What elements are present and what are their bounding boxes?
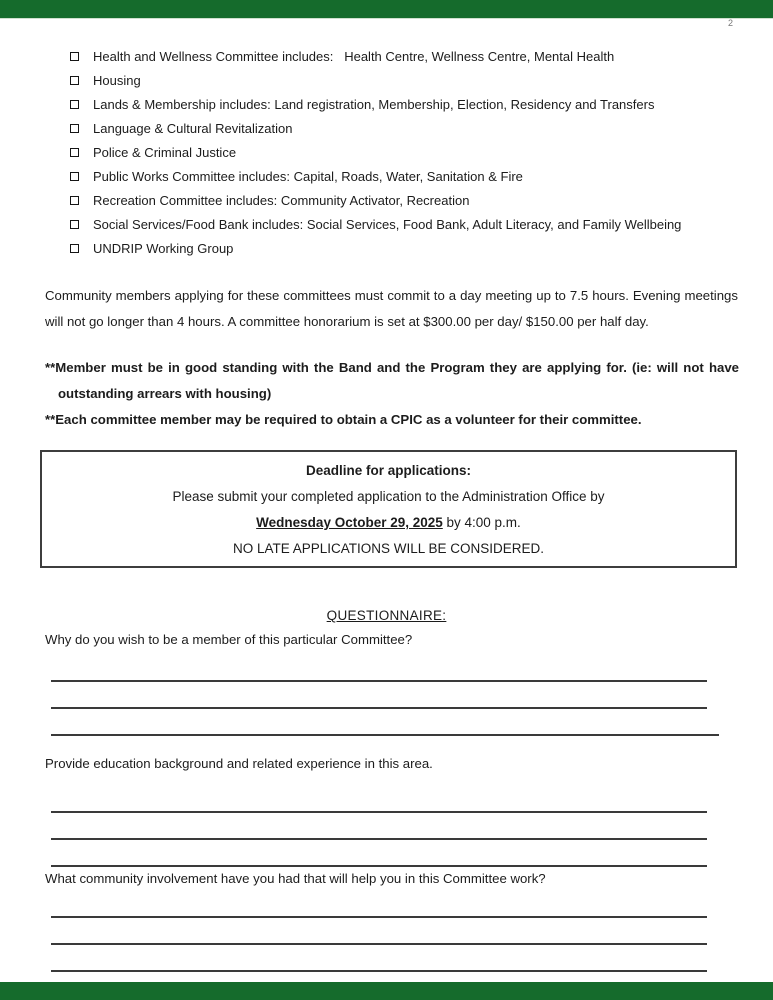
committee-option-label: Police & Criminal Justice bbox=[93, 144, 237, 160]
answer-line[interactable] bbox=[51, 707, 707, 709]
question-education-background bbox=[45, 755, 738, 867]
question-why-member bbox=[45, 631, 738, 736]
answer-line[interactable] bbox=[51, 838, 707, 840]
committee-option-recreation bbox=[70, 188, 740, 212]
checkbox-icon[interactable] bbox=[70, 220, 79, 229]
note-cpic: **Each committee member may be required to obtain a CPIC as a volunteer for their committee. bbox=[45, 412, 642, 427]
deadline-date: Wednesday October 29, 2025 bbox=[256, 515, 443, 530]
deadline-instruction: Please submit your completed application to the Administration Office by bbox=[172, 489, 605, 504]
checkbox-icon[interactable] bbox=[70, 148, 79, 157]
committee-option-housing bbox=[70, 68, 740, 92]
checkbox-icon[interactable] bbox=[70, 76, 79, 85]
answer-line[interactable] bbox=[51, 680, 707, 682]
answer-line[interactable] bbox=[51, 916, 707, 918]
questionnaire-heading: QUESTIONNAIRE: bbox=[326, 608, 447, 623]
committee-option-label: Recreation Committee includes: Community Activator, Recreation bbox=[93, 192, 470, 208]
checkbox-icon[interactable] bbox=[70, 244, 79, 253]
checkbox-icon[interactable] bbox=[70, 52, 79, 61]
committee-option-language-cultural bbox=[70, 116, 740, 140]
bottom-border-bar bbox=[0, 982, 773, 1000]
answer-line[interactable] bbox=[51, 734, 719, 736]
committee-option-lands-membership bbox=[70, 92, 740, 116]
committee-option-label: Language & Cultural Revitalization bbox=[93, 120, 293, 136]
deadline-warning: NO LATE APPLICATIONS WILL BE CONSIDERED. bbox=[232, 541, 545, 556]
checkbox-icon[interactable] bbox=[70, 100, 79, 109]
deadline-date-line bbox=[42, 510, 735, 536]
committee-option-social-services bbox=[70, 212, 740, 236]
committee-option-undrip bbox=[70, 236, 740, 260]
question-community-involvement bbox=[45, 870, 738, 972]
eligibility-notes bbox=[45, 355, 739, 433]
answer-line[interactable] bbox=[51, 970, 707, 972]
committee-option-label: Health and Wellness Committee includes: Health Centre, Wellness Centre, Mental Health bbox=[93, 48, 615, 64]
committee-option-police-justice bbox=[70, 140, 740, 164]
committee-option-label: Social Services/Food Bank includes: Social Services, Food Bank, Adult Literacy, and Family Wellbeing bbox=[93, 216, 682, 232]
deadline-title: Deadline for applications: bbox=[305, 463, 472, 478]
committee-option-label: Housing bbox=[93, 72, 141, 88]
committee-option-label: Lands & Membership includes: Land registration, Membership, Election, Residency and Transfers bbox=[93, 96, 655, 112]
note-good-standing: **Member must be in good standing with the Band and the Program they are applying for. (ie: will not have outstanding arrears with housing) bbox=[45, 360, 739, 401]
answer-line[interactable] bbox=[51, 811, 707, 813]
deadline-box bbox=[40, 450, 737, 568]
question-label: What community involvement have you had that will help you in this Committee work? bbox=[45, 871, 546, 886]
page-number: 2 bbox=[727, 18, 733, 28]
answer-line[interactable] bbox=[51, 865, 707, 867]
checkbox-icon[interactable] bbox=[70, 172, 79, 181]
deadline-time: by 4:00 p.m. bbox=[442, 515, 521, 530]
question-label: Provide education background and related experience in this area. bbox=[45, 756, 433, 771]
checkbox-icon[interactable] bbox=[70, 124, 79, 133]
answer-line[interactable] bbox=[51, 943, 707, 945]
committee-option-label: Public Works Committee includes: Capital, Roads, Water, Sanitation & Fire bbox=[93, 168, 523, 184]
top-border-bar bbox=[0, 0, 773, 19]
question-label: Why do you wish to be a member of this particular Committee? bbox=[45, 632, 413, 647]
committee-option-health-wellness bbox=[70, 44, 740, 68]
committee-option-label: UNDRIP Working Group bbox=[93, 240, 234, 256]
checkbox-icon[interactable] bbox=[70, 196, 79, 205]
committee-option-public-works bbox=[70, 164, 740, 188]
committee-checklist bbox=[70, 44, 740, 260]
commitment-paragraph: Community members applying for these committees must commit to a day meeting up to 7.5 hours. Evening meetings will not go longer than 4 hours. A committee honorarium is set at $300.00 per day/ $150.00 per half day. bbox=[45, 288, 738, 329]
